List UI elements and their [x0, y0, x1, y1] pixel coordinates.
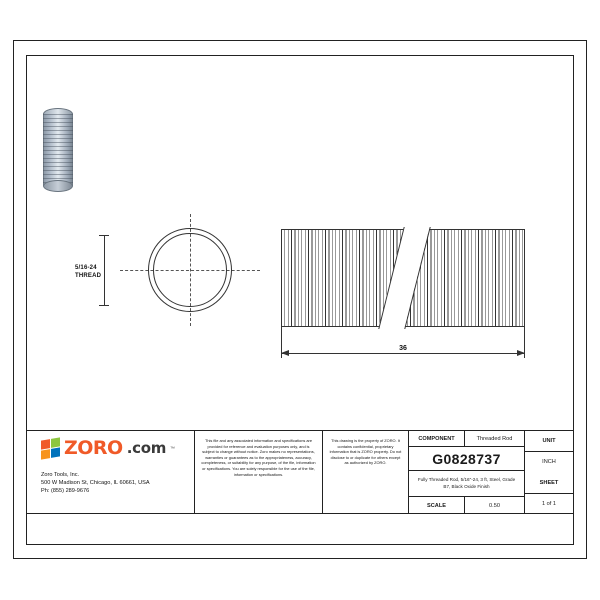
part-number: G0828737: [409, 447, 524, 471]
legal-notice-1: This file and any associated information and specifications are provided for reference and evaluation purposes only, and is subject to change without notice. Zoro makes no representations, warranties or guarantees as to the appropriateness, accuracy, completeness, or suitability for any purpose, of the file, information or specifications. You are solely responsible for the use of the file, information or specifications.: [195, 431, 323, 513]
unit-value: INCH: [542, 459, 556, 466]
thread-callout-tick-top: [99, 235, 109, 236]
logo-domain-text: .com: [126, 439, 167, 457]
side-view-left-end: [281, 229, 282, 327]
component-label: COMPONENT: [409, 431, 465, 446]
sheet-value: 1 of 1: [542, 500, 556, 507]
scale-label: SCALE: [409, 497, 465, 514]
unit-label: UNIT: [525, 431, 573, 452]
company-address: 500 W Madison St, Chicago, IL 60661, USA: [41, 480, 150, 486]
company-name: Zoro Tools, Inc.: [41, 472, 80, 478]
thread-callout-text: THREAD: [75, 273, 102, 279]
part-description: Fully Threaded Rod, 5/16"-24, 3 ft, Steel, Grade B7, Black Oxide Finish: [409, 471, 524, 497]
scale-row: [409, 497, 524, 514]
sheet-label: SHEET: [525, 473, 573, 494]
dimension-arrow-left: [281, 350, 289, 356]
side-view-right-end: [524, 229, 525, 327]
thread-callout-label: [75, 264, 139, 280]
dimension-arrow-right: [517, 350, 525, 356]
logo-brand-text: ZORO: [64, 437, 123, 459]
logo-trademark: ™: [170, 445, 176, 452]
zoro-squares-icon: [41, 437, 60, 459]
thread-callout-size: 5/16-24: [75, 265, 97, 271]
title-block-company-cell: [27, 431, 195, 513]
title-block-right: [409, 431, 573, 513]
thread-callout-tick-bottom: [99, 305, 109, 306]
legal-notice-2: This drawing is the property of ZORO. It contains confidential, proprietary information that is ZORO property. Do not disclose to or duplicate for others except as authorized by ZORO.: [323, 431, 409, 513]
company-phone: Ph: (855) 289-9676: [41, 488, 90, 494]
rod-thread-texture: [43, 114, 73, 186]
component-value: Threaded Rod: [476, 435, 513, 442]
title-block-right-row: [409, 431, 573, 514]
end-view: [148, 228, 232, 312]
dimension-value: 36: [394, 345, 412, 352]
length-dimension: [281, 346, 525, 360]
component-row: [409, 431, 524, 447]
units-column: [525, 431, 573, 514]
dimension-line: [281, 353, 525, 354]
title-block: [26, 430, 574, 514]
rod-bottom-cap: [43, 180, 73, 192]
zoro-logo: [41, 439, 194, 458]
end-view-inner-circle: [153, 233, 227, 307]
side-view: [281, 229, 525, 327]
scale-value: 0.50: [489, 502, 500, 509]
rod-3d-render: [43, 108, 73, 192]
title-block-main-column: [409, 431, 525, 514]
